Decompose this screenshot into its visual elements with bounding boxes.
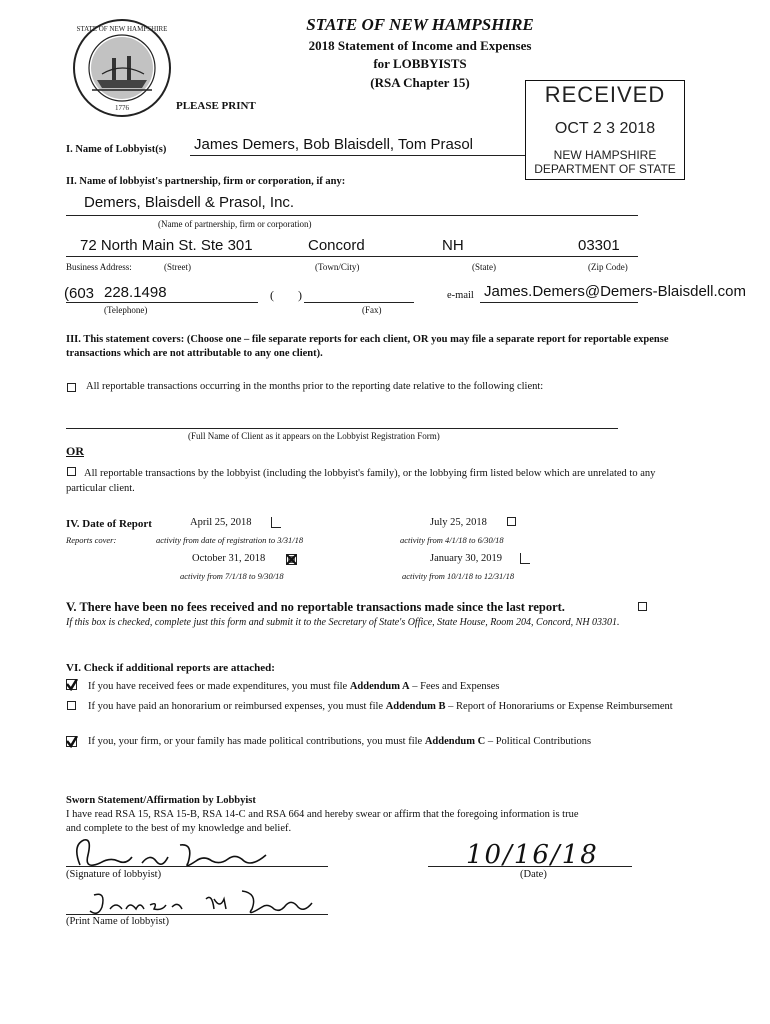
addendum-b-name: Addendum B xyxy=(385,701,446,712)
city-value[interactable]: Concord xyxy=(308,237,365,254)
report-date-2: July 25, 2018 xyxy=(430,517,487,528)
zip-label: (Zip Code) xyxy=(588,262,628,272)
report-date-1: April 25, 2018 xyxy=(190,517,252,528)
addendum-c-desc: – Political Contributions xyxy=(487,736,592,747)
email-value[interactable]: James.Demers@Demers-Blaisdell.com xyxy=(484,283,746,300)
report-date-3: October 31, 2018 xyxy=(192,553,266,564)
addendum-c-label xyxy=(88,736,591,747)
addendum-c-text: If you, your firm, or your family has made political contributions, you must file xyxy=(88,736,423,747)
phone-area-code[interactable]: (603 xyxy=(64,285,95,302)
seal-text-bottom: 1776 xyxy=(115,104,129,112)
state-label: (State) xyxy=(472,262,496,272)
form-subtitle-line3: for LOBBYISTS xyxy=(373,56,467,71)
report-date-3-checkbox[interactable] xyxy=(286,552,297,563)
stamp-received: RECEIVED xyxy=(544,82,666,107)
form-subtitle-line4: (RSA Chapter 15) xyxy=(370,75,470,90)
no-fees-heading: V. There have been no fees received and no reportable transactions made since the last report. xyxy=(66,600,565,614)
client-option-checkbox[interactable] xyxy=(67,383,76,392)
addendum-a-text: If you have received fees or made expenditures, you must file xyxy=(88,681,348,692)
please-print-label: PLEASE PRINT xyxy=(176,100,256,112)
additional-reports-heading: VI. Check if additional reports are attached: xyxy=(66,662,275,674)
no-fees-checkbox[interactable] xyxy=(638,602,647,611)
phone-value[interactable]: 228.1498 xyxy=(104,284,167,301)
report-date-1-checkbox[interactable] xyxy=(271,517,281,528)
email-label: e-mail xyxy=(447,290,474,301)
form-year: 2018 xyxy=(308,38,335,53)
firm-name-caption: (Name of partnership, firm or corporation) xyxy=(158,219,312,229)
print-name-line[interactable] xyxy=(66,914,328,915)
stamp-date: OCT 2 3 2018 xyxy=(554,120,656,137)
fax-close-paren: ) xyxy=(298,288,302,302)
fax-line[interactable] xyxy=(304,302,414,303)
sworn-text-2: and complete to the best of my knowledge and belief. xyxy=(66,823,292,834)
state-value[interactable]: NH xyxy=(442,237,464,254)
client-name-caption: (Full Name of Client as it appears on the Lobbyist Registration Form) xyxy=(188,431,440,441)
report-date-4-period: activity from 10/1/18 to 12/31/18 xyxy=(402,571,515,581)
section3-text: III. This statement covers: (Choose one – file separate reports for each client, OR you may file a separate report for reportable expense transactions which are not attributable to any one client). xyxy=(66,334,669,359)
report-date-3-period: activity from 7/1/18 to 9/30/18 xyxy=(180,571,284,581)
city-label: (Town/City) xyxy=(315,262,360,272)
report-date-2-period: activity from 4/1/18 to 6/30/18 xyxy=(400,535,504,545)
sworn-text-1: I have read RSA 15, RSA 15-B, RSA 14-C and RSA 664 and hereby swear or affirm that the foregoing information is true xyxy=(66,809,579,820)
client-name-line[interactable] xyxy=(66,428,618,429)
signature-line[interactable] xyxy=(66,866,328,867)
report-date-4-checkbox[interactable] xyxy=(520,553,530,564)
or-label: OR xyxy=(66,444,84,458)
received-stamp xyxy=(525,80,687,180)
signature-label: (Signature of lobbyist) xyxy=(66,869,162,880)
phone-label: (Telephone) xyxy=(104,305,148,315)
addendum-c-checkbox[interactable] xyxy=(66,735,78,747)
firm-name-label: II. Name of lobbyist's partnership, firm or corporation, if any: xyxy=(66,176,346,187)
addendum-c-name: Addendum C xyxy=(424,736,486,747)
zip-value[interactable]: 03301 xyxy=(578,237,620,254)
phone-line xyxy=(66,302,258,303)
reports-cover-label: Reports cover: xyxy=(66,535,117,545)
lobbyist-name-line xyxy=(190,155,525,156)
date-label: (Date) xyxy=(520,869,547,880)
report-date-1-period: activity from date of registration to 3/31/18 xyxy=(156,535,304,545)
lobbyist-name-label: I. Name of Lobbyist(s) xyxy=(66,144,167,155)
print-name-label: (Print Name of lobbyist) xyxy=(66,916,169,927)
business-address-label: Business Address: xyxy=(66,262,132,272)
address-line xyxy=(66,256,638,257)
street-label: (Street) xyxy=(164,262,191,272)
addendum-a-desc: – Fees and Expenses xyxy=(412,681,500,692)
email-line xyxy=(480,302,638,303)
unrelated-option-label: All reportable transactions by the lobbyist (including the lobbyist's family), or the lobbying firm listed below which are unrelated to any particular client. xyxy=(66,468,656,494)
seal-text-top: STATE OF NEW HAMPSHIRE xyxy=(76,25,168,33)
report-date-2-checkbox[interactable] xyxy=(507,517,516,526)
date-of-report-label: IV. Date of Report xyxy=(66,518,152,530)
client-option-label: All reportable transactions occurring in the months prior to the reporting date relative to the following client: xyxy=(86,381,544,392)
date-line xyxy=(428,866,632,867)
fax-open-paren: ( xyxy=(270,288,274,302)
form-title: STATE OF NEW HAMPSHIRE xyxy=(306,15,534,34)
signature-date-value[interactable]: 10/16/18 xyxy=(466,840,599,870)
form-subtitle-text: Statement of Income and Expenses xyxy=(337,38,532,53)
stamp-line1: NEW HAMPSHIRE xyxy=(553,148,657,162)
firm-name-line xyxy=(66,215,638,216)
addendum-b-text: If you have paid an honorarium or reimbursed expenses, you must file xyxy=(88,701,384,712)
state-seal xyxy=(72,18,172,118)
firm-name-value[interactable]: Demers, Blaisdell & Prasol, Inc. xyxy=(84,194,295,211)
addendum-a-name: Addendum A xyxy=(349,681,410,692)
lobbyist-name-value[interactable]: James Demers, Bob Blaisdell, Tom Prasol xyxy=(194,136,473,153)
no-fees-note: If this box is checked, complete just this form and submit it to the Secretary of State's Office, State House, Room 204, Concord, NH 03301. xyxy=(66,617,620,628)
stamp-line2: DEPARTMENT OF STATE xyxy=(534,162,676,176)
fax-label: (Fax) xyxy=(362,305,382,315)
addendum-a-checkbox[interactable] xyxy=(66,678,78,690)
sworn-heading: Sworn Statement/Affirmation by Lobbyist xyxy=(66,795,256,806)
addendum-b-desc: – Report of Honorariums or Expense Reimbursement xyxy=(448,701,673,712)
street-value[interactable]: 72 North Main St. Ste 301 xyxy=(80,237,253,254)
report-date-4: January 30, 2019 xyxy=(430,553,503,564)
addendum-a-label xyxy=(88,681,499,692)
addendum-b-label xyxy=(66,699,686,714)
form-subtitle xyxy=(240,38,600,54)
